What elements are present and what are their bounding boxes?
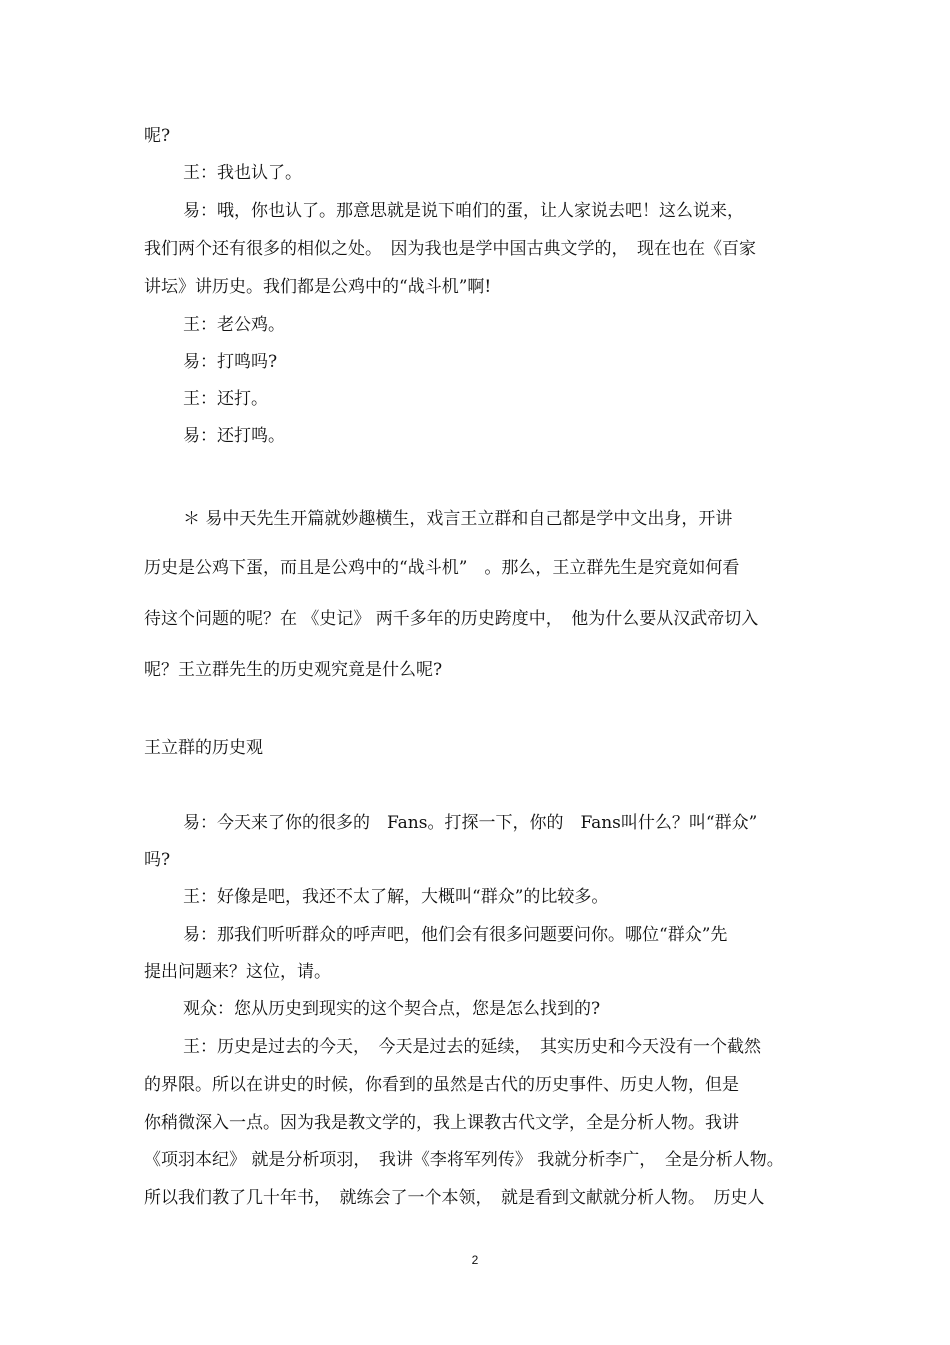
text-line: 《项羽本纪》 就是分析项羽， 我讲《李将军列传》 我就分析李广， 全是分析人物。: [144, 1150, 784, 1170]
text-line: 王：我也认了。: [183, 163, 302, 183]
text-line: 易：哦，你也认了。那意思就是说下咱们的蛋，让人家说去吧！这么说来，: [183, 201, 744, 221]
commentary-line: 历史是公鸡下蛋，而且是公鸡中的“战斗机” 。那么，王立群先生是究竟如何看: [144, 558, 740, 578]
text-line: 讲坛》讲历史。我们都是公鸡中的“战斗机”啊!: [144, 277, 492, 297]
page-number: 2: [471, 1253, 479, 1267]
commentary-line: 待这个问题的呢？在 《史记》 两千多年的历史跨度中， 他为什么要从汉武帝切入: [144, 609, 759, 629]
text-line: 易：还打鸣。: [183, 426, 285, 446]
text-line: 王：老公鸡。: [183, 315, 285, 335]
commentary-line: 呢？王立群先生的历史观究竟是什么呢?: [144, 660, 443, 680]
text-line: 提出问题来？这位，请。: [144, 962, 331, 982]
text-line: 所以我们教了几十年书， 就练会了一个本领， 就是看到文献就分析人物。 历史人: [144, 1188, 765, 1208]
text-line: 你稍微深入一点。因为我是教文学的，我上课教古代文学，全是分析人物。我讲: [144, 1113, 739, 1133]
text-line: 王：好像是吧，我还不太了解，大概叫“群众”的比较多。: [183, 887, 609, 907]
text-line: 易：今天来了你的很多的 Fans。打探一下，你的 Fans叫什么？叫“群众”: [183, 813, 758, 833]
text-line: 吗?: [144, 850, 171, 870]
commentary-line: ＊ 易中天先生开篇就妙趣横生，戏言王立群和自己都是学中文出身，开讲: [183, 509, 733, 529]
text-line: 易：那我们听听群众的呼声吧，他们会有很多问题要问你。哪位“群众”先: [183, 925, 728, 945]
text-line: 王：还打。: [183, 389, 268, 409]
text-line: 的界限。所以在讲史的时候，你看到的虽然是古代的历史事件、历史人物，但是: [144, 1075, 739, 1095]
text-line: 呢?: [144, 126, 171, 146]
text-line: 易：打鸣吗?: [183, 352, 278, 372]
section-heading: 王立群的历史观: [144, 738, 263, 758]
text-line: 我们两个还有很多的相似之处。 因为我也是学中国古典文学的， 现在也在《百家: [144, 239, 756, 259]
text-line: 王：历史是过去的今天， 今天是过去的延续， 其实历史和今天没有一个截然: [183, 1037, 761, 1057]
text-line: 观众：您从历史到现实的这个契合点，您是怎么找到的?: [183, 999, 601, 1019]
